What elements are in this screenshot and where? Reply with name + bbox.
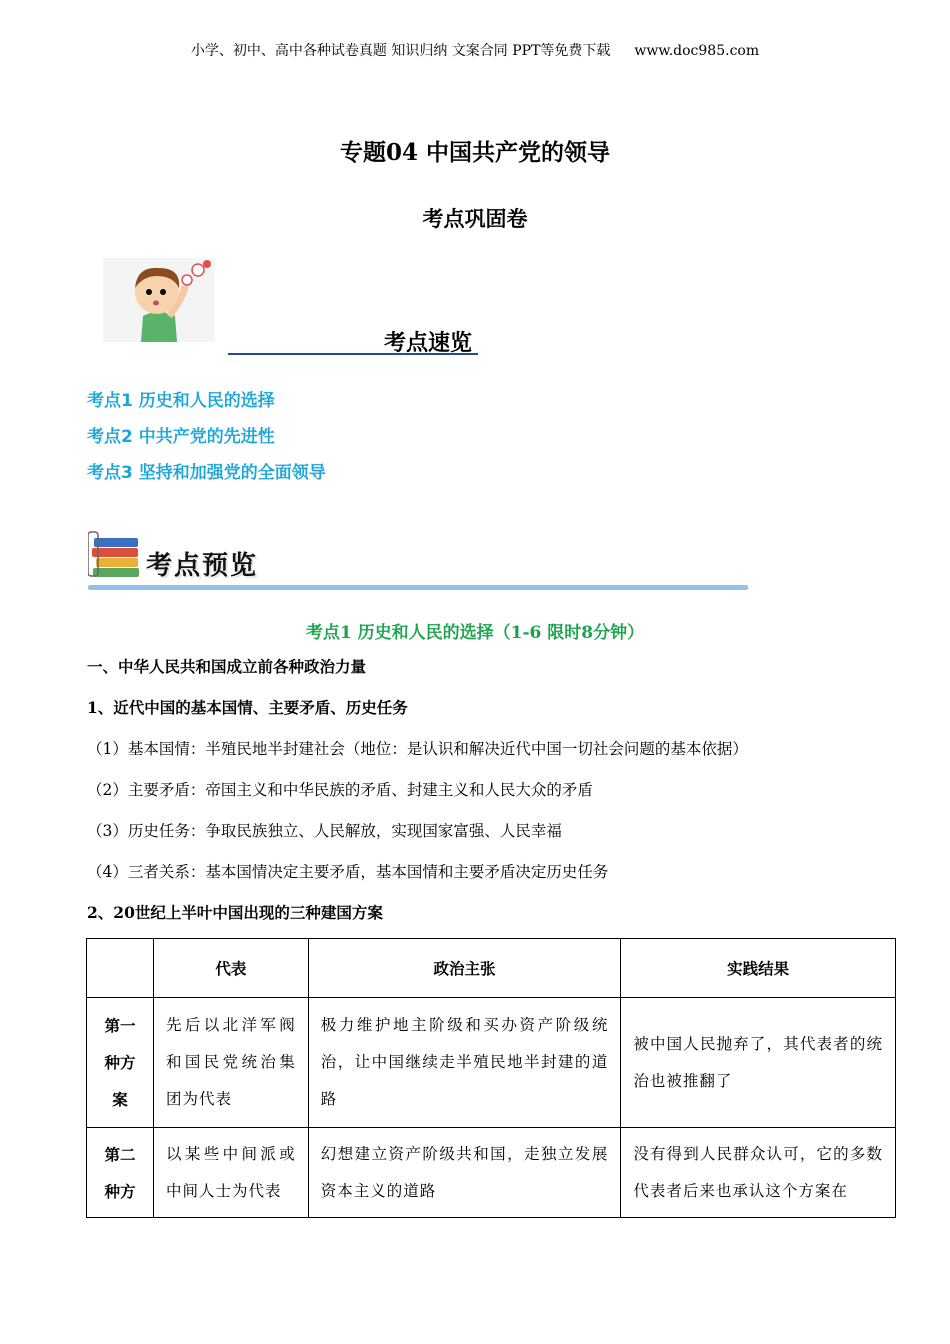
table-header-cell: 政治主张 (308, 939, 621, 998)
paragraph-relationship: （4）三者关系：基本国情决定主要矛盾，基本国情和主要矛盾决定历史任务 (87, 863, 609, 881)
header-site[interactable]: www.doc985.com (634, 43, 760, 59)
page-header (0, 40, 950, 60)
row-label: 第一 种方 案 (87, 998, 154, 1128)
cell-political-claim: 幻想建立资产阶级共和国，走独立发展资本主义的道路 (308, 1128, 621, 1218)
paragraph-main-contradiction: （2）主要矛盾：帝国主义和中华民族的矛盾、封建主义和人民大众的矛盾 (87, 781, 593, 799)
heading-three-plans: 2、20世纪上半叶中国出现的三种建国方案 (87, 903, 383, 922)
table-header-row (87, 939, 896, 998)
page-subtitle: 考点巩固卷 (422, 206, 528, 231)
heading-basic-conditions: 1、近代中国的基本国情、主要矛盾、历史任务 (87, 698, 408, 717)
table-row (87, 1128, 896, 1218)
cell-result: 被中国人民抛弃了，其代表者的统治也被推翻了 (621, 998, 896, 1128)
point-3: 考点3 坚持和加强党的全面领导 (87, 463, 326, 483)
point-1: 考点1 历史和人民的选择 (87, 391, 275, 411)
page-title: 专题04 中国共产党的领导 (339, 139, 610, 166)
heading-level-1: 一、中华人民共和国成立前各种政治力量 (87, 657, 367, 676)
section-heading: 考点1 历史和人民的选择（1-6 限时8分钟） (305, 623, 645, 643)
plans-table (86, 938, 896, 1218)
preview-divider (88, 585, 748, 590)
table-row (87, 998, 896, 1128)
table-header-cell: 代表 (153, 939, 308, 998)
header-text: 小学、初中、高中各种试卷真题 知识归纳 文案合同 PPT等免费下载 (190, 43, 611, 59)
thinking-boy-illustration (103, 258, 215, 342)
cell-representative: 以某些中间派或中间人士为代表 (153, 1128, 308, 1218)
preview-heading: 考点预览 (146, 551, 259, 581)
speed-heading: 考点速览 (384, 331, 473, 356)
cell-political-claim: 极力维护地主阶级和买办资产阶级统治，让中国继续走半殖民地半封建的道路 (308, 998, 621, 1128)
cell-result: 没有得到人民群众认可，它的多数代表者后来也承认这个方案在 (621, 1128, 896, 1218)
table-header-cell (87, 939, 154, 998)
point-2: 考点2 中共产党的先进性 (87, 427, 275, 447)
paragraph-historical-task: （3）历史任务：争取民族独立、人民解放，实现国家富强、人民幸福 (87, 822, 562, 840)
row-label: 第二 种方 (87, 1128, 154, 1218)
table-header-cell: 实践结果 (621, 939, 896, 998)
cell-representative: 先后以北洋军阀和国民党统治集团为代表 (153, 998, 308, 1128)
paragraph-basic-conditions: （1）基本国情：半殖民地半封建社会（地位：是认识和解决近代中国一切社会问题的基本依据） (87, 740, 748, 758)
